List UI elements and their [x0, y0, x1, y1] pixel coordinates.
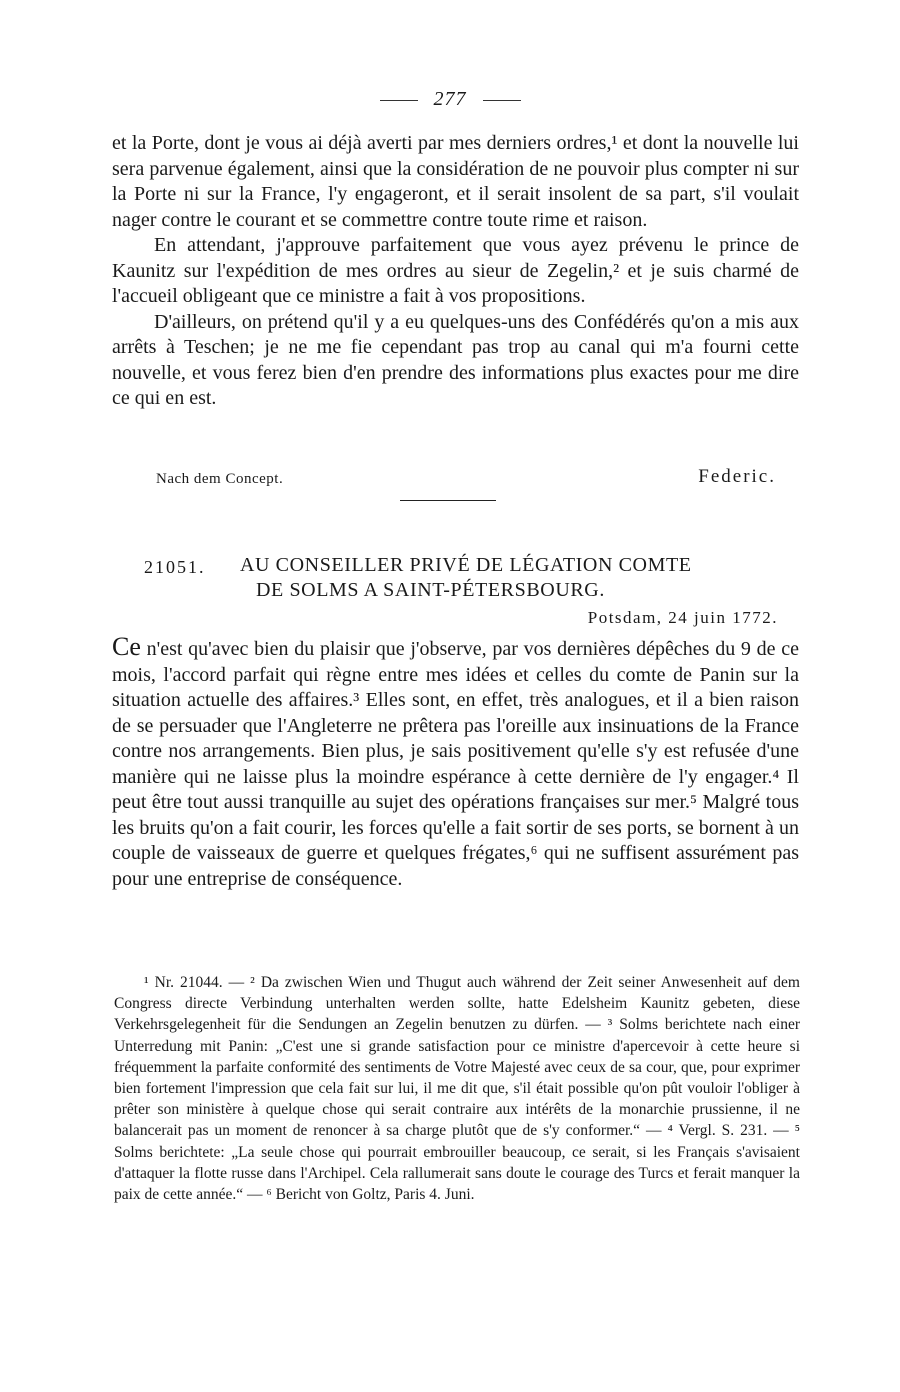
heading-line-1: AU CONSEILLER PRIVÉ DE LÉGATION COMTE — [240, 554, 692, 576]
footnote-text: ¹ Nr. 21044. — ² Da zwischen Wien und Thugut auch während der Zeit seiner Anwesenheit auf dem Congress directe Verbindung unterhalten werden sollte, hatte Edelsheim Kaunitz gebeten, diese Verkehrsgelegenheit für die Sendungen an Zegelin benutzen zu dürfen. — ³ Solms berichtete nach einer Unterredung mit Panin: „C'est une si grande satisfaction pour ce ministre d'apercevoir à cette heure si fréquemment la parfaite conformité des sentiments de Votre Majesté avec ceux de sa cour, que, pour exprimer bien fortement l'impression que cela fait sur lui, il me dit que, s'il était possible qu'on pût vouloir l'obliger à prêter son ministère à quelque chose qui serait contraire aux intérêts de la monarchie prussienne, il ne balancerait pas un moment de renoncer à sa charge plutôt que de s'y conformer.“ — ⁴ Vergl. S. 231. — ⁵ Solms berichtete: „La seule chose qui pourrait embrouiller beaucoup, ce serait, si les Français s'avisaient d'attaquer la flotte russe dans l'Archipel. Cela rallumerait sans doute le courage des Turcs et ferait manquer la paix de cette année.“ — ⁶ Bericht von Goltz, Paris 4. Juni. — [114, 974, 800, 1204]
paragraph: et la Porte, dont je vous ai déjà averti par mes derniers ordres,¹ et dont la nouvelle lui sera parvenue également, ainsi que la considération de ne pouvoir plus compter ni sur la Porte ni sur la France, l'y engageront, et il serait insolent de sa part, s'il voulait nager contre le courant et se commettre contre toute rime et raison. — [112, 132, 799, 231]
letter-number: 21051. — [144, 557, 206, 577]
header-rule-right — [483, 100, 521, 101]
heading-line-2: DE SOLMS A SAINT-PÉTERSBOURG. — [256, 579, 605, 601]
initial-word: Ce — [112, 632, 141, 661]
letter-continuation — [112, 131, 799, 412]
dateline: Potsdam, 24 juin 1772. — [587, 608, 778, 627]
header-rule-left — [380, 100, 418, 101]
paragraph: D'ailleurs, on prétend qu'il y a eu quelques-uns des Confédérés qu'on a mis aux arrêts à Teschen; je ne me fie cependant pas trop au canal qui m'a fourni cette nouvelle, et vous ferez bien d'en prendre des informations plus exactes pour me dire ce qui en est. — [112, 310, 799, 409]
footnotes — [114, 972, 800, 1205]
paragraph-text: n'est qu'avec bien du plaisir que j'observe, par vos dernières dépêches du 9 de ce mois, l'accord parfait qui règne entre mes idées et celles du comte de Panin sur la situation actuelle des affaires.³ Elles sont, en effet, très analogues, et il a bien raison de se persuader que l'Angleterre ne prêtera pas l'oreille aux insinuations de la France contre nos arrangements. Bien plus, je sais positivement qu'elle s'y est refusée d'une manière qui ne laisse plus la moindre espérance à cette dernière de l'y engager.⁴ Il peut être tout aussi tranquille au sujet des opérations françaises sur mer.⁵ Malgré tous les bruits qu'on a fait courir, les forces qu'elle a fait sortir de ses ports, se bornent à un couple de vaisseaux de guerre et quelques frégates,⁶ qui ne suffisent assurément pas pour une entreprise de conséquence. — [112, 638, 799, 890]
section-divider — [400, 500, 496, 501]
paragraph — [112, 634, 799, 892]
paragraph: En attendant, j'approuve parfaitement que vous ayez prévenu le prince de Kaunitz sur l'expédition de mes ordres au sieur de Zegelin,² et je suis charmé de l'accueil obligeant que ce ministre a fait à vos propositions. — [112, 234, 799, 307]
page-number-header — [0, 88, 900, 111]
page-number: 277 — [433, 88, 467, 110]
signoff — [156, 466, 776, 490]
source-note: Nach dem Concept. — [156, 471, 284, 487]
signature: Federic. — [698, 466, 776, 487]
letter-body — [112, 634, 799, 892]
